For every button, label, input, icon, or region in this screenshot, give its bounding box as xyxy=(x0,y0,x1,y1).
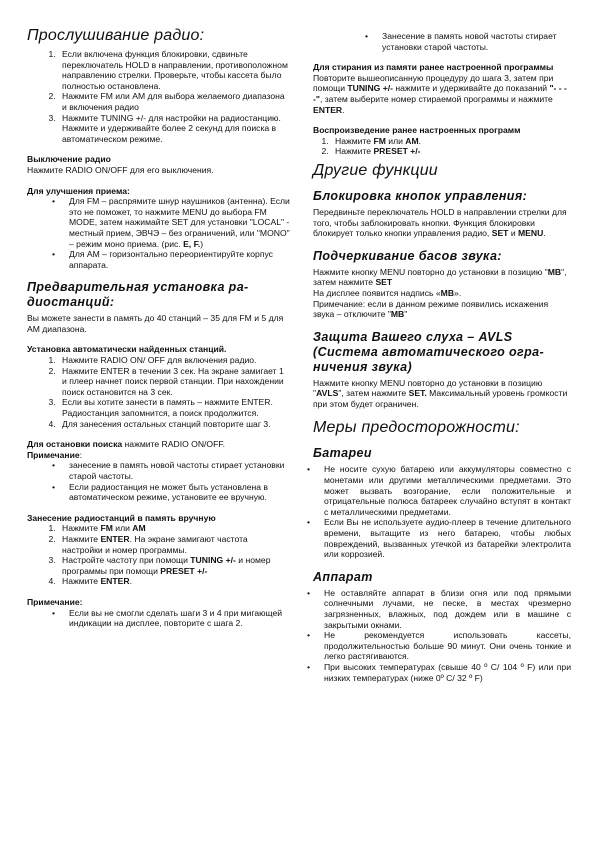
avls-title-line: (Система автоматического огра- xyxy=(313,344,545,359)
note-colon: : xyxy=(79,449,83,460)
batteries-title: Батареи xyxy=(313,446,372,461)
manual-preset-heading: Занесение радиостанций в память вручную xyxy=(27,512,216,523)
step-text: Настройте частоту при помощи xyxy=(62,555,191,566)
other-functions-title: Другие функции xyxy=(313,161,438,179)
list-item: • занесение в память новой частоты стирает установки старой частоты. xyxy=(69,460,290,481)
bass-text-part: На дисплее появится надпись « xyxy=(313,287,441,298)
step-text: или xyxy=(385,135,406,146)
list-item xyxy=(69,196,290,249)
radio-off-heading: Выключение радио xyxy=(27,154,111,165)
step-text: . xyxy=(418,135,422,146)
step-text: Нажмите xyxy=(62,533,101,544)
key-set: SET xyxy=(375,277,393,288)
note2-label: Примечание: xyxy=(27,596,83,607)
avls-title-line: ничения звука) xyxy=(313,359,413,374)
bass-text-part: Нажмите кнопку MENU повторно до установки в позицию " xyxy=(313,266,548,277)
avls-text-part: Нажмите кнопку MENU повторно до установки в позицию " xyxy=(313,377,543,399)
auto-preset-steps xyxy=(27,355,290,429)
list-item: 1. Если включена функция блокировки, сдвиньте переключатель HOLD в направлении, противоположном направлению стрелки. Проверьте, чтобы кассета было полностью остановлена. xyxy=(58,49,290,91)
bass-text xyxy=(313,267,571,320)
note2-list xyxy=(27,608,290,629)
radio-listening-title: Прослушивание радио: xyxy=(27,27,205,44)
step-text: Нажмите xyxy=(62,576,101,587)
bass-text-part: Примечание: если в данном режиме появились искажения звука – отключите " xyxy=(313,298,549,320)
erase-text xyxy=(313,73,571,115)
batteries-list xyxy=(313,464,571,559)
step-text: Нажмите xyxy=(335,135,374,146)
avls-text xyxy=(313,378,571,410)
avls-text-part: Максимальный уровень громкости при этом будет ограничен. xyxy=(313,388,568,409)
radio-off-text: Нажмите RADIO ON/OFF для его выключения. xyxy=(27,164,214,175)
list-item: • Если радиостанция не может быть установлена в автоматическом режиме, установите ее вручную. xyxy=(69,482,290,503)
list-item: • Если вы не смогли сделать шаги 3 и 4 при мигающей индикации на дисплее, повторите с шага 2. xyxy=(69,608,290,629)
figure-ref: E, F. xyxy=(183,238,201,249)
step-text: и номер программы при помощи xyxy=(62,555,271,576)
list-item: • Не рекомендуется использовать кассеты, продолжительностью больше 90 минут. Они очень тонкие и легко растягиваются. xyxy=(324,630,571,662)
list-item: • Не оставляйте аппарат в близи огня или под прямыми солнечными лучами, не песке, в местах чрезмерно загрязненных, влажных, под дождем или в машине с закрытыми окнами. xyxy=(324,588,571,630)
list-item: 4. Для занесения остальных станций повторите шаг 3. xyxy=(58,419,290,430)
list-item: • Для AM – горизонтально переориентируйте корпус аппарата. xyxy=(69,249,290,270)
preset-title xyxy=(27,280,290,310)
note-label xyxy=(27,450,290,461)
playback-steps xyxy=(313,136,571,157)
dash-indicator: "- - - -" xyxy=(313,83,567,104)
key-menu: MENU xyxy=(518,228,544,239)
device-title: Аппарат xyxy=(313,569,373,584)
key-enter: ENTER xyxy=(100,576,130,587)
list-item: • Не носите сухую батарею или аккумуляторы совместно с монетами или другими металлическими предметами. Это может вызвать возгорание, если положительные и отрицательные полюса батареек случайно вступят в контакт с металлическими предметами. xyxy=(324,464,571,517)
manual-preset-steps xyxy=(27,523,290,587)
list-item: • При высоких температурах (свыше 40 º С/ 104 º F) или при низких температурах (ниже 0º С/ 32 º F) xyxy=(324,662,571,683)
lock-title: Блокировка кнопок управления: xyxy=(313,188,528,203)
bass-title: Подчеркивание басов звука: xyxy=(313,248,502,263)
device-list xyxy=(313,588,571,683)
reception-fm-text: Для FM – распрямите шнур наушников (антенна). Если это не поможет, то нажмите MENU до выбора FM MODE, затем нажимайте SET для установки "LOCAL" - местный прием, ЭВЧЭ – без ограничений, или "MONO" – режим моно приема. (рис. xyxy=(69,196,290,249)
list-item: 3. Нажмите TUNING +/- для настройки на радиостанцию. Нажмите и удерживайте более 2 секунд для поиска в автоматическом режиме. xyxy=(58,113,290,145)
list-item: 2. Нажмите ENTER в течении 3 сек. На экране замигает 1 и плеер начнет поиск первой станции. При нахождении поиск остановится на 3 сек. xyxy=(58,366,290,398)
key-set: SET xyxy=(491,228,509,239)
step-text: . На экране замигают частота настройки и номер программы. xyxy=(62,533,248,555)
key-am: AM xyxy=(132,523,146,534)
preset-title-line2: диостанций: xyxy=(27,295,115,310)
step-text: Нажмите xyxy=(335,146,374,157)
erase-heading: Для стирания из памяти ранее настроенной программы xyxy=(313,62,554,73)
stop-search-rest: нажмите RADIO ON/OFF. xyxy=(122,439,226,450)
key-fm: FM xyxy=(373,135,386,146)
bass-text-part: ", затем нажмите xyxy=(313,266,567,288)
key-tuning: TUNING +/- xyxy=(347,83,393,94)
avls-title-line: Защита Вашего слуха – AVLS xyxy=(313,329,513,344)
right-column xyxy=(313,31,571,683)
avls-label: AVLS xyxy=(316,388,339,399)
reception-list xyxy=(27,196,290,270)
bass-text-part: ». xyxy=(454,287,462,298)
mb-label: MB xyxy=(390,309,405,320)
left-column xyxy=(27,27,290,629)
list-item xyxy=(58,523,290,534)
bass-text-part: " xyxy=(404,309,408,320)
key-enter: ENTER xyxy=(313,104,343,115)
auto-preset-heading: Установка автоматически найденных станций. xyxy=(27,344,227,355)
paren: ) xyxy=(200,238,204,249)
list-item: • Занесение в память новой частоты стирает установки старой частоты. xyxy=(382,31,571,52)
note-list xyxy=(27,460,290,502)
key-set: SET. xyxy=(408,388,427,399)
mb-label: MB xyxy=(547,266,562,277)
step-text: . xyxy=(129,576,132,587)
list-item xyxy=(331,146,571,157)
preset-intro: Вы можете занести в память до 40 станций – 35 для FM и 5 для AM диапазона. xyxy=(27,313,284,334)
radio-listening-steps xyxy=(27,49,290,144)
key-tuning: TUNING +/- xyxy=(190,555,236,566)
stop-search-bold: Для остановки поиска xyxy=(27,439,123,450)
list-item xyxy=(58,576,290,587)
lock-text-part: и xyxy=(508,228,519,239)
stop-search-text xyxy=(27,439,290,450)
avls-text-part: ", затем нажмите xyxy=(338,388,409,399)
list-item: • Если Вы не используете аудио-плеер в течение длительного времени, вытащите из него батарею, чтобы любых повреждений, вызванных утечкой из батарейки электролита или коррозией. xyxy=(324,517,571,559)
avls-title xyxy=(313,330,571,375)
precautions-title: Меры предосторожности: xyxy=(313,419,520,437)
list-item xyxy=(58,555,290,576)
step-text: или xyxy=(112,523,133,534)
playback-heading: Воспроизведение ранее настроенных программ xyxy=(313,125,521,136)
list-item: 1. Нажмите RADIO ON/ OFF для включения радио. xyxy=(58,355,290,366)
lock-text-part: . xyxy=(543,228,546,239)
list-item: 3. Если вы хотите занести в память – нажмите ENTER. Радиостанция запомнится, а поиск продолжится. xyxy=(58,397,290,418)
lock-text xyxy=(313,207,571,239)
mb-label: MB xyxy=(440,287,455,298)
list-item: 2. Нажмите FM или AM для выбора желаемого диапазона и включения радио xyxy=(58,91,290,112)
lock-text-part: Передвиньте переключатель HOLD в направлении стрелки для того, чтобы заблокировать кнопки. Функция блокировки блокирует только кнопки управления радио, xyxy=(313,206,567,239)
erase-text-part: . xyxy=(342,104,345,115)
key-fm: FM xyxy=(100,523,113,534)
key-preset: PRESET +/- xyxy=(160,565,208,576)
step-text: Нажмите xyxy=(62,523,101,534)
top-note-list xyxy=(313,31,571,52)
key-enter: ENTER xyxy=(100,533,130,544)
reception-heading: Для улучшения приема: xyxy=(27,185,130,196)
preset-title-line1: Предварительная установка ра- xyxy=(27,280,249,295)
note-label-bold: Примечание xyxy=(27,449,80,460)
list-item xyxy=(58,534,290,555)
key-am: AM xyxy=(405,135,419,146)
erase-text-part: нажмите и удерживайте до показаний xyxy=(393,83,550,94)
erase-text-part: Повторите вышеописанную процедуру до шага 3, затем при помощи xyxy=(313,72,554,94)
erase-text-part: , затем выберите номер стираемой программы и нажмите xyxy=(319,93,553,104)
list-item xyxy=(331,136,571,147)
key-preset: PRESET +/- xyxy=(373,146,421,157)
